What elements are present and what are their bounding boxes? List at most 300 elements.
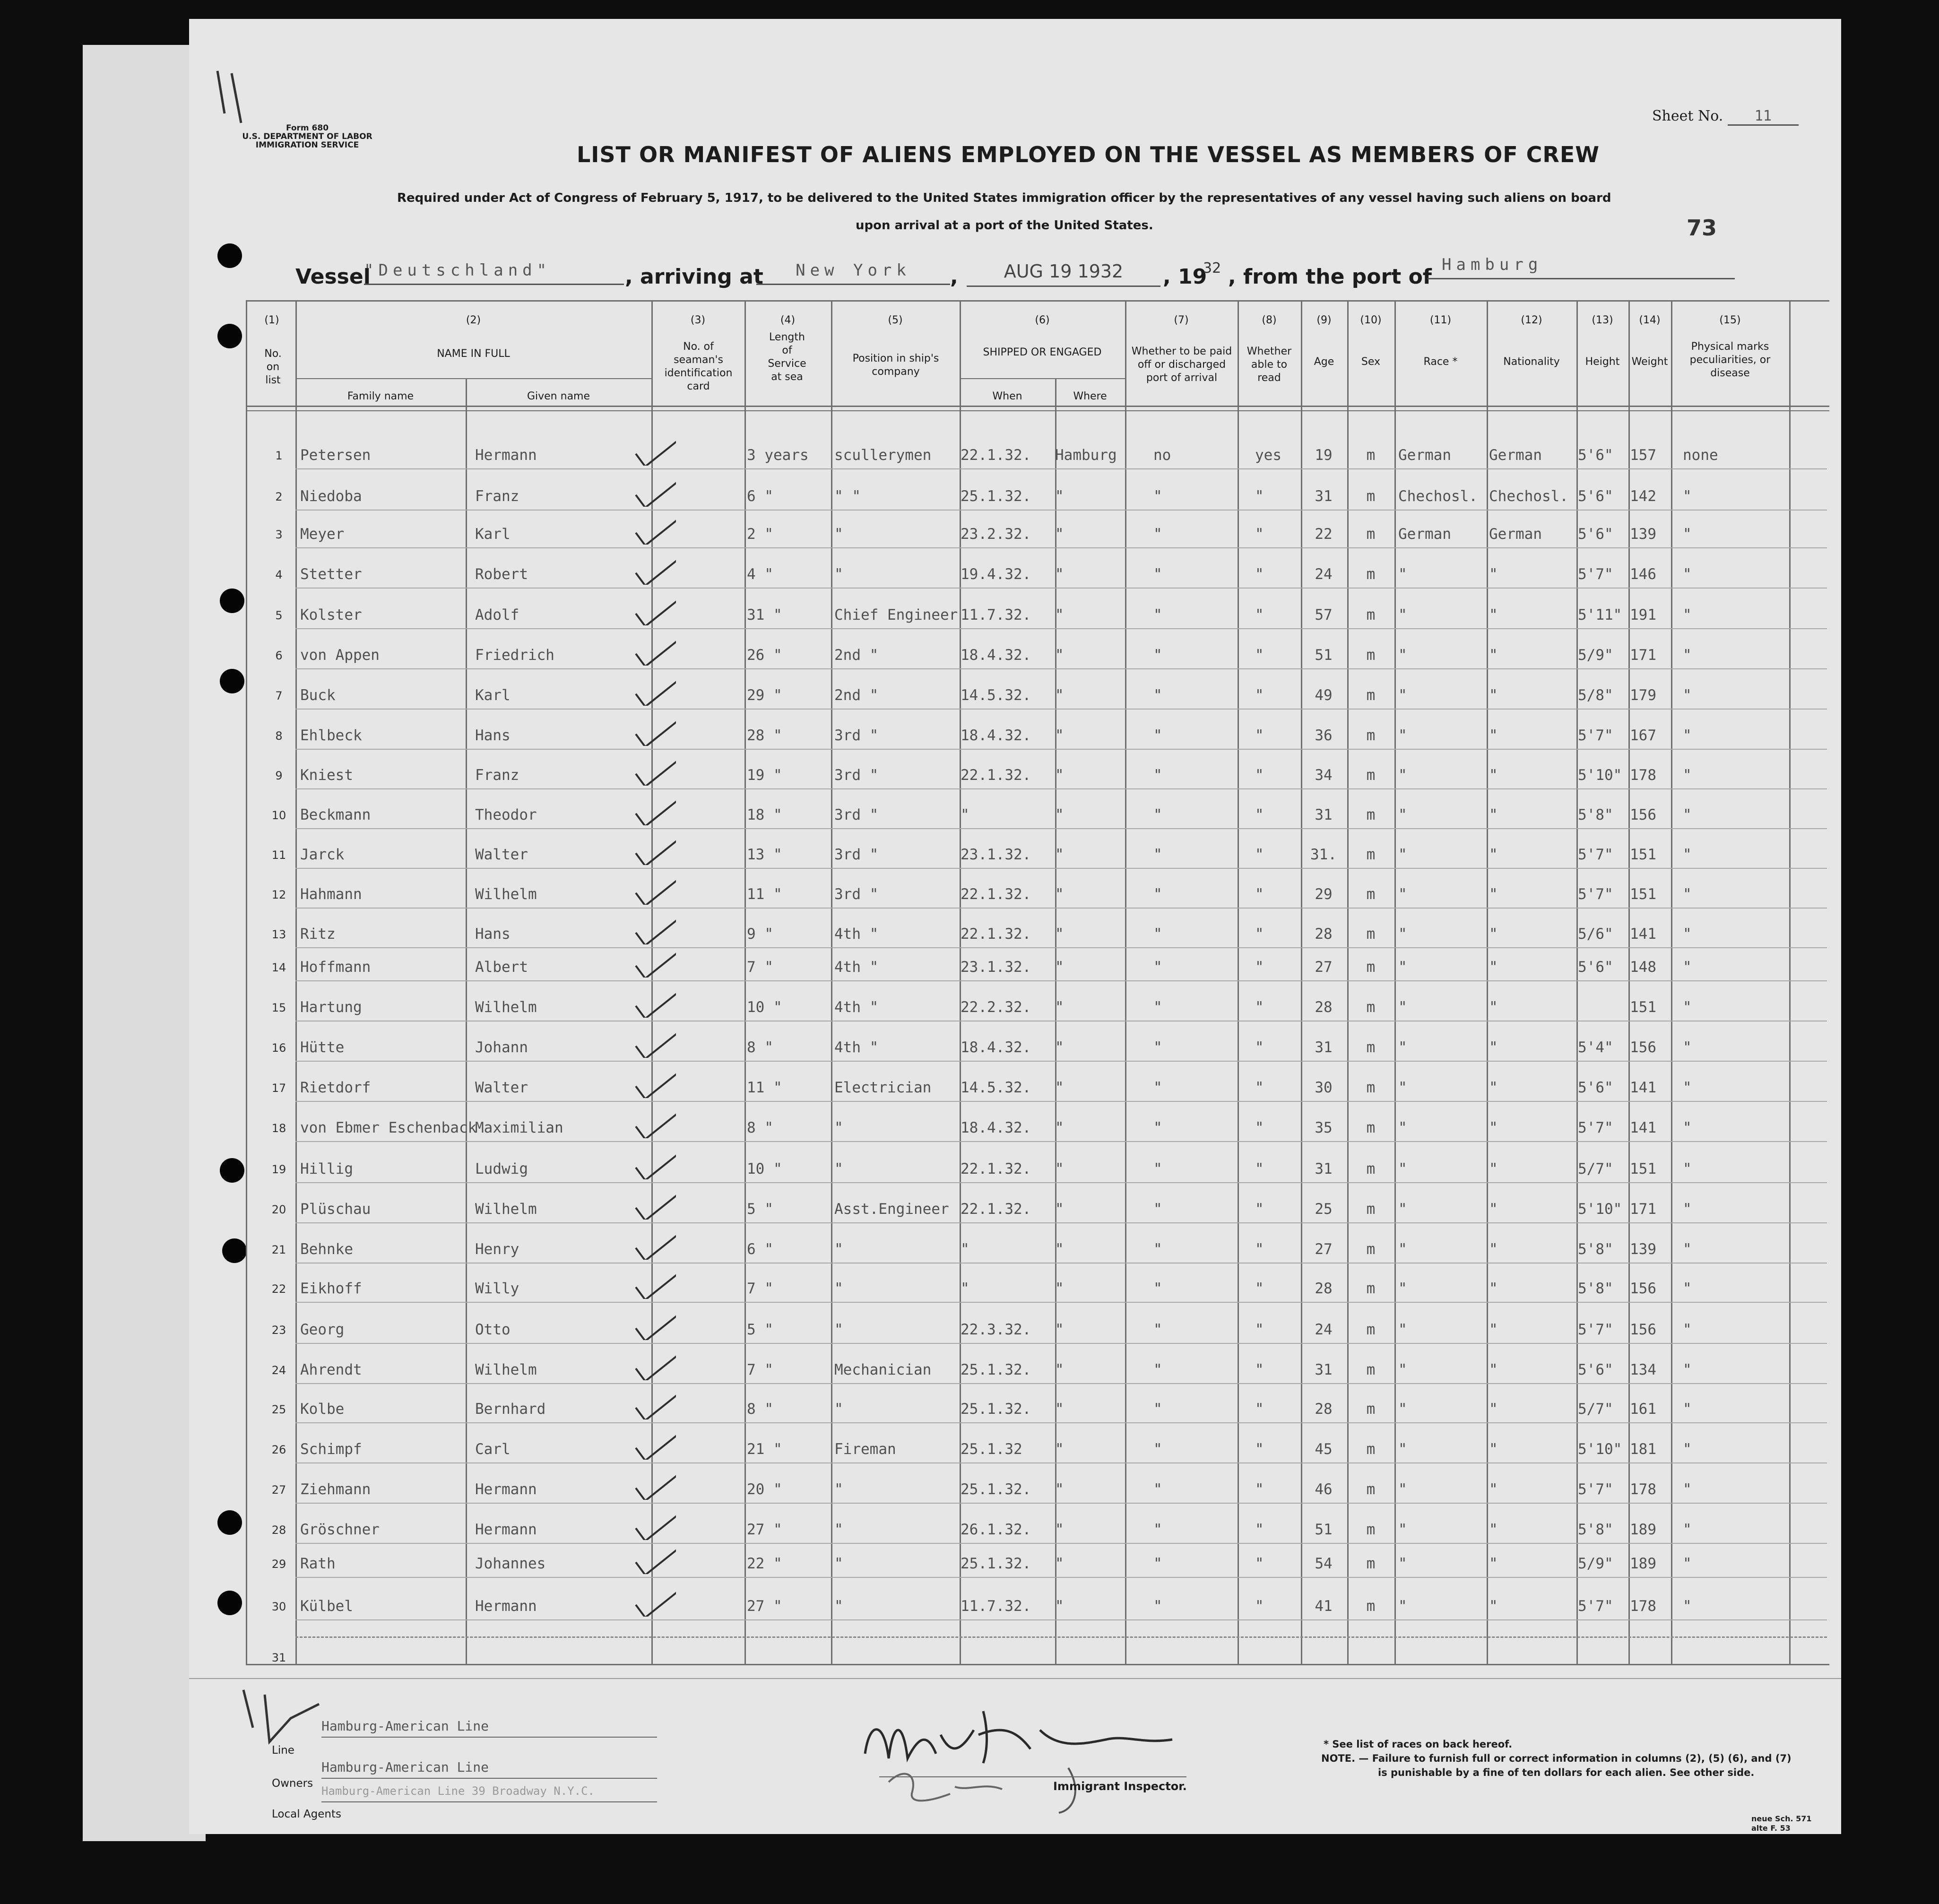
inspector-signature (860, 1702, 1191, 1815)
cell-given: Carl (475, 1441, 511, 1458)
cell-where: " (1055, 1241, 1064, 1258)
col5-header: Position in ship's company (852, 353, 939, 378)
cell-given: Adolf (475, 606, 519, 623)
cell-race: Chechosl. (1398, 488, 1478, 505)
cell-position: " (834, 1280, 843, 1297)
cell-sex: m (1366, 1241, 1376, 1258)
cell-marks: " (1683, 1441, 1692, 1458)
cell-height: 5/6" (1578, 926, 1613, 943)
cell-read: " (1255, 1201, 1264, 1218)
cell-nat: " (1489, 1241, 1498, 1258)
cell-height: 5'10" (1578, 767, 1622, 784)
cell-marks: " (1683, 1401, 1692, 1418)
cell-marks: " (1683, 1039, 1692, 1056)
cell-marks: " (1683, 606, 1692, 623)
cell-sex: m (1366, 1481, 1376, 1498)
col1-header: No. on list (264, 348, 282, 386)
cell-sex: m (1366, 1119, 1376, 1136)
row-number: 10 (271, 809, 286, 822)
agents-value: Hamburg-American Line 39 Broadway N.Y.C. (321, 1784, 657, 1802)
col12-number: (12) (1521, 314, 1542, 326)
cell-age: 28 (1315, 926, 1333, 943)
cell-when: 23.1.32. (961, 959, 1031, 976)
row-number: 29 (271, 1558, 286, 1571)
cell-where: " (1055, 606, 1064, 623)
cell-sex: m (1366, 1079, 1376, 1096)
col9-header: Age (1314, 356, 1334, 368)
cell-race: " (1398, 1160, 1407, 1177)
cell-position: " (834, 1160, 843, 1177)
cell-where: " (1055, 1521, 1064, 1538)
cell-weight: 156 (1630, 1280, 1656, 1297)
cell-race: " (1398, 1361, 1407, 1378)
cell-read: " (1255, 727, 1264, 744)
col13-number: (13) (1592, 314, 1613, 326)
cell-read: " (1255, 606, 1264, 623)
cell-read: " (1255, 1119, 1264, 1136)
cell-sex: m (1366, 526, 1376, 543)
vessel-name: "Deutschland" (364, 261, 624, 285)
checkmark-icon (633, 1266, 676, 1299)
cell-position: 3rd " (834, 727, 879, 744)
cell-when: 11.7.32. (961, 1598, 1031, 1615)
cell-when: 18.4.32. (961, 1039, 1031, 1056)
cell-race: German (1398, 447, 1451, 464)
cell-sex: m (1366, 647, 1376, 664)
cell-given: Hans (475, 727, 511, 744)
cell-given: Hans (475, 926, 511, 943)
cell-family: Niedoba (300, 488, 362, 505)
cell-family: von Ebmer Eschenback (300, 1119, 477, 1136)
cell-marks: " (1683, 926, 1692, 943)
cell-race: " (1398, 566, 1407, 583)
cell-marks: " (1683, 806, 1692, 823)
cell-paid: " (1153, 1401, 1162, 1418)
cell-read: " (1255, 959, 1264, 976)
row-number: 28 (271, 1523, 286, 1537)
cell-weight: 141 (1630, 926, 1656, 943)
cell-where: " (1055, 767, 1064, 784)
row-number: 18 (271, 1122, 286, 1135)
cell-when: 22.1.32. (961, 767, 1031, 784)
cell-when: 22.1.32. (961, 926, 1031, 943)
cell-given: Walter (475, 1079, 528, 1096)
row-number: 19 (271, 1163, 286, 1176)
cell-height: 5'7" (1578, 1481, 1613, 1498)
cell-nat: " (1489, 999, 1498, 1016)
cell-age: 31 (1315, 1361, 1333, 1378)
cell-age: 35 (1315, 1119, 1333, 1136)
row-number: 4 (275, 568, 283, 581)
cell-read: " (1255, 1241, 1264, 1258)
cell-sex: m (1366, 1441, 1376, 1458)
arrival-year: 32 (1203, 260, 1221, 277)
cell-height: 5'7" (1578, 566, 1613, 583)
cell-sex: m (1366, 1160, 1376, 1177)
cell-height: 5'6" (1578, 959, 1613, 976)
cell-height: 5'10" (1578, 1201, 1622, 1218)
checkmark-icon (633, 1146, 676, 1179)
cell-sex: m (1366, 488, 1376, 505)
cell-marks: " (1683, 1119, 1692, 1136)
cell-nat: " (1489, 926, 1498, 943)
cell-position: 4th " (834, 959, 879, 976)
year-prefix: , 19 (1163, 265, 1207, 289)
col4-header: Length of Service at sea (768, 331, 806, 383)
cell-age: 27 (1315, 1241, 1333, 1258)
cell-weight: 141 (1630, 1119, 1656, 1136)
cell-service: 5 " (747, 1321, 773, 1338)
col7-number: (7) (1174, 314, 1189, 326)
cell-position: " (834, 1555, 843, 1572)
cell-race: " (1398, 959, 1407, 976)
cell-sex: m (1366, 926, 1376, 943)
cell-where: " (1055, 1201, 1064, 1218)
cell-position: 4th " (834, 926, 879, 943)
cell-family: Behnke (300, 1241, 353, 1258)
cell-where: Hamburg (1055, 447, 1117, 464)
cell-service: 7 " (747, 1361, 773, 1378)
cell-position: 3rd " (834, 846, 879, 863)
row-number: 13 (271, 928, 286, 941)
cell-where: " (1055, 1555, 1064, 1572)
cell-age: 30 (1315, 1079, 1333, 1096)
top-left-pen-mark (203, 66, 255, 132)
col10-number: (10) (1360, 314, 1382, 326)
cell-paid: " (1153, 959, 1162, 976)
cell-race: " (1398, 1481, 1407, 1498)
checkmark-icon (633, 1307, 676, 1340)
cell-nat: " (1489, 606, 1498, 623)
col5-number: (5) (888, 314, 903, 326)
cell-read: " (1255, 1401, 1264, 1418)
arrival-date-stamp: AUG 19 1932 (967, 261, 1160, 287)
cell-position: " (834, 566, 843, 583)
col6-number: (6) (1035, 314, 1050, 326)
penalty-note (1321, 1753, 1792, 1764)
cell-service: 3 years (747, 447, 809, 464)
cell-service: 8 " (747, 1119, 773, 1136)
cell-read: " (1255, 1521, 1264, 1538)
col14-number: (14) (1639, 314, 1661, 326)
checkmark-icon (633, 1105, 676, 1138)
checkmark-icon (633, 1584, 676, 1617)
cell-age: 31. (1310, 846, 1337, 863)
cell-weight: 171 (1630, 647, 1656, 664)
cell-height: 5'8" (1578, 1521, 1613, 1538)
cell-race: " (1398, 1521, 1407, 1538)
cell-given: Walter (475, 846, 528, 863)
col11-header: Race * (1423, 356, 1458, 368)
checkmark-icon (633, 1227, 676, 1260)
cell-read: " (1255, 647, 1264, 664)
cell-nat: " (1489, 1119, 1498, 1136)
col3-number: (3) (690, 314, 706, 326)
cell-when: 25.1.32. (961, 1361, 1031, 1378)
cell-family: Meyer (300, 526, 345, 543)
cell-given: Henry (475, 1241, 519, 1258)
cell-service: 8 " (747, 1401, 773, 1418)
cell-when: 22.3.32. (961, 1321, 1031, 1338)
cell-paid: " (1153, 1361, 1162, 1378)
cell-when: 22.1.32. (961, 447, 1031, 464)
cell-paid: " (1153, 1555, 1162, 1572)
checkmark-icon (633, 911, 676, 944)
agents-label: Local Agents (272, 1808, 341, 1820)
cell-marks: " (1683, 846, 1692, 863)
page-number: 73 (1687, 215, 1717, 241)
cell-race: " (1398, 727, 1407, 744)
cell-when: " (961, 806, 970, 823)
cell-service: 27 " (747, 1598, 782, 1615)
checkmark-icon (633, 1467, 676, 1500)
cell-when: " (961, 1280, 970, 1297)
arrival-port: New York (756, 261, 950, 285)
cell-nat: German (1489, 447, 1542, 464)
cell-nat: Chechosl. (1489, 488, 1568, 505)
cell-service: 2 " (747, 526, 773, 543)
row-number: 26 (271, 1443, 286, 1456)
cell-marks: " (1683, 526, 1692, 543)
cell-when: 14.5.32. (961, 687, 1031, 704)
checkmark-icon (633, 511, 676, 545)
cell-age: 22 (1315, 526, 1333, 543)
cell-family: Eikhoff (300, 1280, 362, 1297)
cell-given: Albert (475, 959, 528, 976)
cell-family: Georg (300, 1321, 345, 1338)
cell-given: Karl (475, 687, 511, 704)
cell-weight: 156 (1630, 1039, 1656, 1056)
col10-header: Sex (1361, 356, 1381, 368)
cell-sex: m (1366, 447, 1376, 464)
cell-read: " (1255, 767, 1264, 784)
cell-height: 5'6" (1578, 488, 1613, 505)
checkmark-icon (633, 474, 676, 507)
department-name: U.S. DEPARTMENT OF LABOR (242, 132, 372, 141)
page-title: LIST OR MANIFEST OF ALIENS EMPLOYED ON THE VESSEL AS MEMBERS OF CREW (577, 142, 1600, 167)
underlying-sheet (83, 45, 206, 1841)
cell-service: 6 " (747, 1241, 773, 1258)
cell-family: von Appen (300, 647, 380, 664)
cell-service: 31 " (747, 606, 782, 623)
cell-service: 9 " (747, 926, 773, 943)
col15-header: Physical marks peculiarities, or disease (1689, 341, 1771, 379)
cell-weight: 189 (1630, 1521, 1656, 1538)
row-number: 3 (275, 528, 283, 541)
binder-hole (220, 589, 244, 613)
cell-race: " (1398, 767, 1407, 784)
row-number: 5 (275, 609, 283, 622)
cell-race: " (1398, 647, 1407, 664)
row-number: 1 (275, 449, 283, 462)
col2-header: NAME IN FULL (437, 348, 510, 360)
form-number: Form 680 (286, 123, 329, 133)
cell-nat: " (1489, 1201, 1498, 1218)
col4-number: (4) (780, 314, 796, 326)
cell-read: " (1255, 526, 1264, 543)
cell-read: " (1255, 1481, 1264, 1498)
row-number: 7 (275, 689, 283, 702)
cell-read: " (1255, 488, 1264, 505)
col2-number: (2) (466, 314, 481, 326)
row-number: 30 (271, 1600, 286, 1613)
ref-old: alte F. 53 (1751, 1824, 1791, 1833)
cell-marks: none (1683, 447, 1718, 464)
cell-paid: " (1153, 886, 1162, 903)
cell-when: 25.1.32. (961, 488, 1031, 505)
col8-number: (8) (1262, 314, 1277, 326)
cell-read: " (1255, 1321, 1264, 1338)
cell-race: " (1398, 1039, 1407, 1056)
cell-sex: m (1366, 1321, 1376, 1338)
line-value: Hamburg-American Line (321, 1718, 657, 1738)
binder-hole (217, 1591, 242, 1615)
cell-when: 18.4.32. (961, 727, 1031, 744)
cell-height: 5'6" (1578, 1079, 1613, 1096)
cell-weight: 142 (1630, 488, 1656, 505)
row-number: 21 (271, 1243, 286, 1256)
col12-header: Nationality (1503, 356, 1560, 368)
checkmark-icon (633, 1427, 676, 1460)
checkmark-icon (633, 1025, 676, 1058)
cell-given: Johannes (475, 1555, 546, 1572)
cell-service: 18 " (747, 806, 782, 823)
cell-weight: 151 (1630, 886, 1656, 903)
cell-family: Kolster (300, 606, 362, 623)
cell-weight: 156 (1630, 806, 1656, 823)
cell-position: 4th " (834, 1039, 879, 1056)
cell-family: Schimpf (300, 1441, 362, 1458)
sheet-label: Sheet No. (1652, 108, 1723, 124)
cell-race: " (1398, 846, 1407, 863)
arriving-label: , arriving at (625, 265, 763, 289)
cell-when: 22.1.32. (961, 886, 1031, 903)
cell-given: Friedrich (475, 647, 554, 664)
cell-sex: m (1366, 806, 1376, 823)
cell-where: " (1055, 687, 1064, 704)
cell-age: 24 (1315, 1321, 1333, 1338)
row-number: 11 (271, 848, 286, 862)
cell-marks: " (1683, 959, 1692, 976)
cell-height: 5'7" (1578, 846, 1613, 863)
cell-height: 5/9" (1578, 1555, 1613, 1572)
cell-given: Wilhelm (475, 1201, 537, 1218)
cell-sex: m (1366, 687, 1376, 704)
cell-family: Stetter (300, 566, 362, 583)
cell-service: 27 " (747, 1521, 782, 1538)
cell-weight: 139 (1630, 1241, 1656, 1258)
cell-when: 23.1.32. (961, 846, 1031, 863)
cell-family: Hoffmann (300, 959, 371, 976)
note-label: NOTE. (1321, 1753, 1356, 1764)
cell-marks: " (1683, 647, 1692, 664)
cell-service: 4 " (747, 566, 773, 583)
row-number: 24 (271, 1364, 286, 1377)
cell-marks: " (1683, 767, 1692, 784)
cell-sex: m (1366, 846, 1376, 863)
cell-marks: " (1683, 1481, 1692, 1498)
cell-nat: " (1489, 1361, 1498, 1378)
cell-paid: " (1153, 526, 1162, 543)
cell-race: " (1398, 687, 1407, 704)
checkmark-icon (633, 1507, 676, 1540)
cell-age: 34 (1315, 767, 1333, 784)
cell-height: 5'7" (1578, 1119, 1613, 1136)
row-number: 20 (271, 1203, 286, 1216)
cell-paid: " (1153, 999, 1162, 1016)
cell-nat: " (1489, 687, 1498, 704)
cell-position: Chief Engineer (834, 606, 958, 623)
cell-family: Ritz (300, 926, 336, 943)
cell-where: " (1055, 1481, 1064, 1498)
col14-header: Weight (1631, 356, 1668, 368)
cell-position: 3rd " (834, 767, 879, 784)
cell-weight: 171 (1630, 1201, 1656, 1218)
owners-value: Hamburg-American Line (321, 1759, 657, 1779)
cell-sex: m (1366, 1361, 1376, 1378)
cell-paid: " (1153, 566, 1162, 583)
cell-read: " (1255, 806, 1264, 823)
cell-read: " (1255, 1441, 1264, 1458)
cell-family: Buck (300, 687, 336, 704)
cell-sex: m (1366, 767, 1376, 784)
row-number: 12 (271, 888, 286, 901)
cell-where: " (1055, 1598, 1064, 1615)
cell-paid: " (1153, 1079, 1162, 1096)
cell-service: 21 " (747, 1441, 782, 1458)
cell-race: " (1398, 806, 1407, 823)
service-name: IMMIGRATION SERVICE (255, 140, 359, 150)
cell-paid: " (1153, 1039, 1162, 1056)
ref-new: neue Sch. 571 (1751, 1814, 1812, 1823)
cell-read: " (1255, 1160, 1264, 1177)
cell-given: Johann (475, 1039, 528, 1056)
cell-position: " (834, 1481, 843, 1498)
col9-number: (9) (1316, 314, 1332, 326)
cell-when: 22.2.32. (961, 999, 1031, 1016)
cell-marks: " (1683, 1241, 1692, 1258)
row-number: 16 (271, 1041, 286, 1055)
cell-paid: " (1153, 1598, 1162, 1615)
cell-given: Hermann (475, 1521, 537, 1538)
col15-number: (15) (1719, 314, 1741, 326)
cell-family: Külbel (300, 1598, 353, 1615)
cell-paid: " (1153, 1481, 1162, 1498)
col2-sub-family: Family name (347, 390, 414, 402)
row-number: 31 (271, 1651, 286, 1664)
cell-age: 28 (1315, 1401, 1333, 1418)
cell-service: 11 " (747, 1079, 782, 1096)
cell-weight: 178 (1630, 1481, 1656, 1498)
cell-marks: " (1683, 1280, 1692, 1297)
checkmark-icon (633, 433, 676, 466)
cell-service: 19 " (747, 767, 782, 784)
cell-paid: " (1153, 926, 1162, 943)
cell-where: " (1055, 1441, 1064, 1458)
cell-read: " (1255, 1598, 1264, 1615)
cell-marks: " (1683, 1079, 1692, 1096)
cell-paid: no (1153, 447, 1171, 464)
cell-when: 25.1.32. (961, 1481, 1031, 1498)
cell-given: Theodor (475, 806, 537, 823)
cell-race: " (1398, 1401, 1407, 1418)
cell-age: 24 (1315, 566, 1333, 583)
cell-paid: " (1153, 1521, 1162, 1538)
races-note: * See list of races on back hereof. (1324, 1739, 1513, 1750)
col8-header: Whether able to read (1246, 346, 1292, 384)
cell-family: Jarck (300, 846, 345, 863)
cell-read: " (1255, 687, 1264, 704)
